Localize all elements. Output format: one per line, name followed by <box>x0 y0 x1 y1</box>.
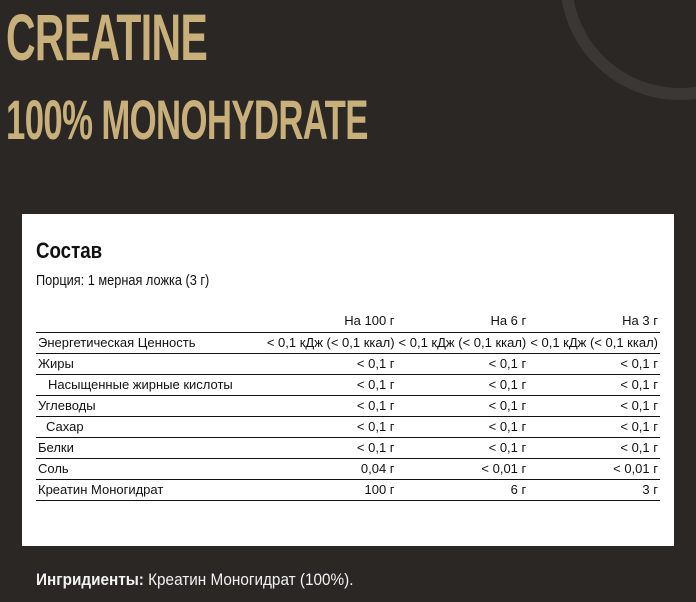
table-row <box>36 416 660 437</box>
value-100g: < 0,1 г <box>261 416 397 437</box>
value-6g: < 0,1 г <box>397 374 529 395</box>
table-header-row <box>36 310 660 332</box>
value-100g: < 0,1 г <box>261 374 397 395</box>
value-6g: < 0,1 г <box>397 353 529 374</box>
value-100g: 100 г <box>261 479 397 500</box>
value-6g: 6 г <box>397 479 529 500</box>
nutrition-table <box>36 310 660 501</box>
row-name: Соль <box>36 458 261 479</box>
table-row <box>36 353 660 374</box>
composition-heading: Состав <box>36 238 103 263</box>
table-row <box>36 374 660 395</box>
row-name: Насыщенные жирные кислоты <box>36 374 261 395</box>
value-100g: < 0,1 г <box>261 395 397 416</box>
table-row <box>36 458 660 479</box>
row-name: Креатин Моногидрат <box>36 479 261 500</box>
value-3g: < 0,1 г <box>528 416 660 437</box>
value-6g: < 0,1 г <box>397 437 529 458</box>
value-6g: < 0,1 кДж (< 0,1 ккал) <box>397 332 529 353</box>
ingredients-text: Креатин Моногидрат (100%). <box>143 570 354 589</box>
table-row <box>36 395 660 416</box>
value-3g: < 0,1 г <box>528 374 660 395</box>
product-subtitle: 100% MONOHYDRATE <box>6 88 368 151</box>
ingredients-line <box>36 570 353 590</box>
portion-size: Порция: 1 мерная ложка (3 г) <box>36 272 210 289</box>
composition-panel <box>22 214 674 546</box>
column-header-6g: На 6 г <box>397 310 529 332</box>
value-6g: < 0,1 г <box>397 416 529 437</box>
column-header-name <box>36 310 261 332</box>
decorative-ring <box>560 0 696 100</box>
value-100g: 0,04 г <box>261 458 397 479</box>
value-3g: < 0,1 г <box>528 395 660 416</box>
value-6g: < 0,01 г <box>397 458 529 479</box>
table-row <box>36 437 660 458</box>
value-3g: 3 г <box>528 479 660 500</box>
value-3g: < 0,1 г <box>528 353 660 374</box>
value-100g: < 0,1 г <box>261 353 397 374</box>
row-name: Углеводы <box>36 395 261 416</box>
value-100g: < 0,1 г <box>261 437 397 458</box>
row-name: Энергетическая Ценность <box>36 332 261 353</box>
value-3g: < 0,01 г <box>528 458 660 479</box>
row-name: Жиры <box>36 353 261 374</box>
column-header-3g: На 3 г <box>528 310 660 332</box>
ingredients-label: Ингридиенты: <box>36 570 144 589</box>
product-title: CREATINE <box>6 0 208 74</box>
row-name: Белки <box>36 437 261 458</box>
value-3g: < 0,1 кДж (< 0,1 ккал) <box>528 332 660 353</box>
table-row <box>36 332 660 353</box>
column-header-100g: На 100 г <box>261 310 397 332</box>
table-row <box>36 479 660 500</box>
row-name: Сахар <box>36 416 261 437</box>
value-3g: < 0,1 г <box>528 437 660 458</box>
value-100g: < 0,1 кДж (< 0,1 ккал) <box>261 332 397 353</box>
value-6g: < 0,1 г <box>397 395 529 416</box>
